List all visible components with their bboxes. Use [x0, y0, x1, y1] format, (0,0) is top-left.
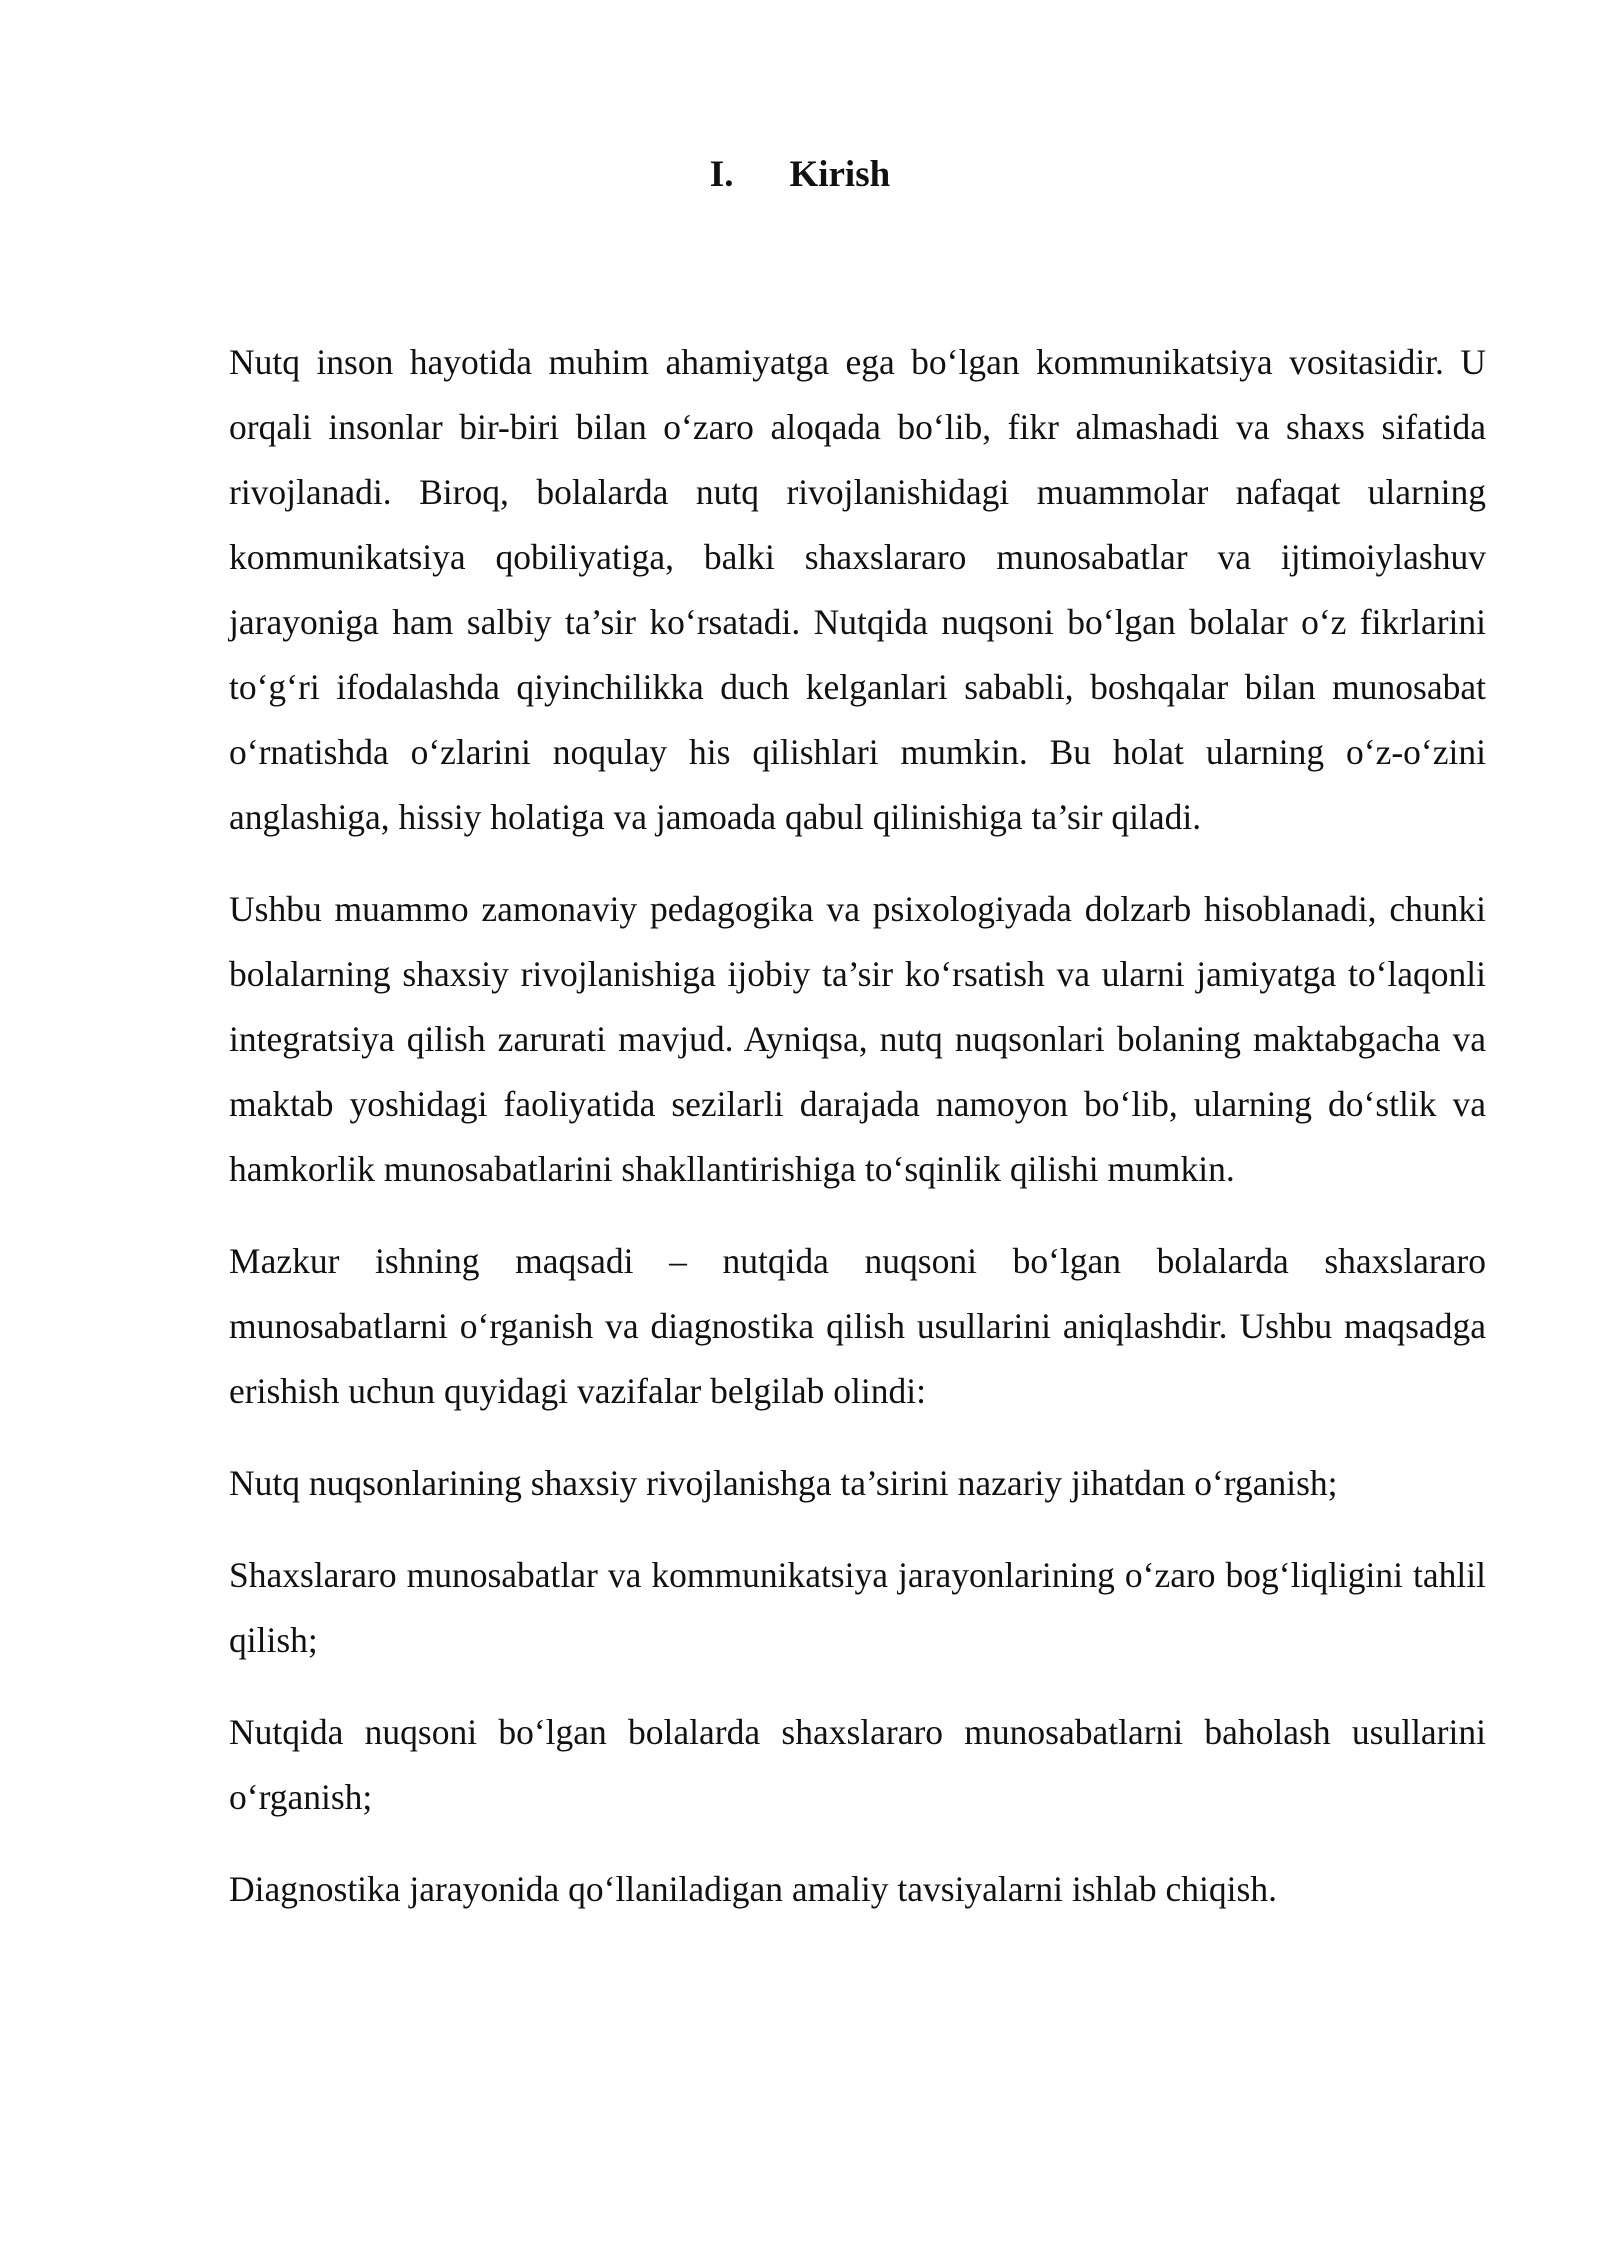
section-heading: [0, 150, 1600, 200]
task-item-2: Shaxslararo munosabatlar va kommunikatsiya jarayonlarining o‘zaro bog‘liqligini tahlil qilish;: [229, 1555, 1486, 1660]
body-text: [229, 330, 1486, 1922]
paragraph-relevance: Ushbu muammo zamonaviy pedagogika va psixologiyada dolzarb hisoblanadi, chunki bolalarning shaxsiy rivojlanishiga ijobiy ta’sir ko‘rsatish va ularni jamiyatga to‘laqonli integratsiya qilish zarurati mavjud. Ayniqsa, nutq nuqsonlari bolaning maktabgacha va maktab yoshidagi faoliyatida sezilarli darajada namoyon bo‘lib, ularning do‘stlik va hamkorlik munosabatlarini shakllantirishiga to‘sqinlik qilishi mumkin.: [229, 889, 1486, 1189]
task-item-1: Nutq nuqsonlarining shaxsiy rivojlanishga ta’sirini nazariy jihatdan o‘rganish;: [229, 1463, 1338, 1503]
section-number: I.: [709, 154, 734, 195]
task-item-4: Diagnostika jarayonida qo‘llaniladigan amaliy tavsiyalarni ishlab chiqish.: [229, 1869, 1277, 1909]
section-title: Kirish: [789, 154, 891, 195]
paragraph-goal: Mazkur ishning maqsadi – nutqida nuqsoni bo‘lgan bolalarda shaxslararo munosabatlarni o‘rganish va diagnostika qilish usullarini aniqlashdir. Ushbu maqsadga erishish uchun quyidagi vazifalar belgilab olindi:: [229, 1241, 1486, 1411]
paragraph-introduction: Nutq inson hayotida muhim ahamiyatga ega bo‘lgan kommunikatsiya vositasidir. U orqali insonlar bir-biri bilan o‘zaro aloqada bo‘lib, fikr almashadi va shaxs sifatida rivojlanadi. Biroq, bolalarda nutq rivojlanishidagi muammolar nafaqat ularning kommunikatsiya qobiliyatiga, balki shaxslararo munosabatlar va ijtimoiylashuv jarayoniga ham salbiy ta’sir ko‘rsatadi. Nutqida nuqsoni bo‘lgan bolalar o‘z fikrlarini to‘g‘ri ifodalashda qiyinchilikka duch kelganlari sababli, boshqalar bilan munosabat o‘rnatishda o‘zlarini noqulay his qilishlari mumkin. Bu holat ularning o‘z-o‘zini anglashiga, hissiy holatiga va jamoada qabul qilinishiga ta’sir qiladi.: [229, 342, 1486, 837]
task-item-3: Nutqida nuqsoni bo‘lgan bolalarda shaxslararo munosabatlarni baholash usullarini o‘rganish;: [229, 1712, 1486, 1817]
